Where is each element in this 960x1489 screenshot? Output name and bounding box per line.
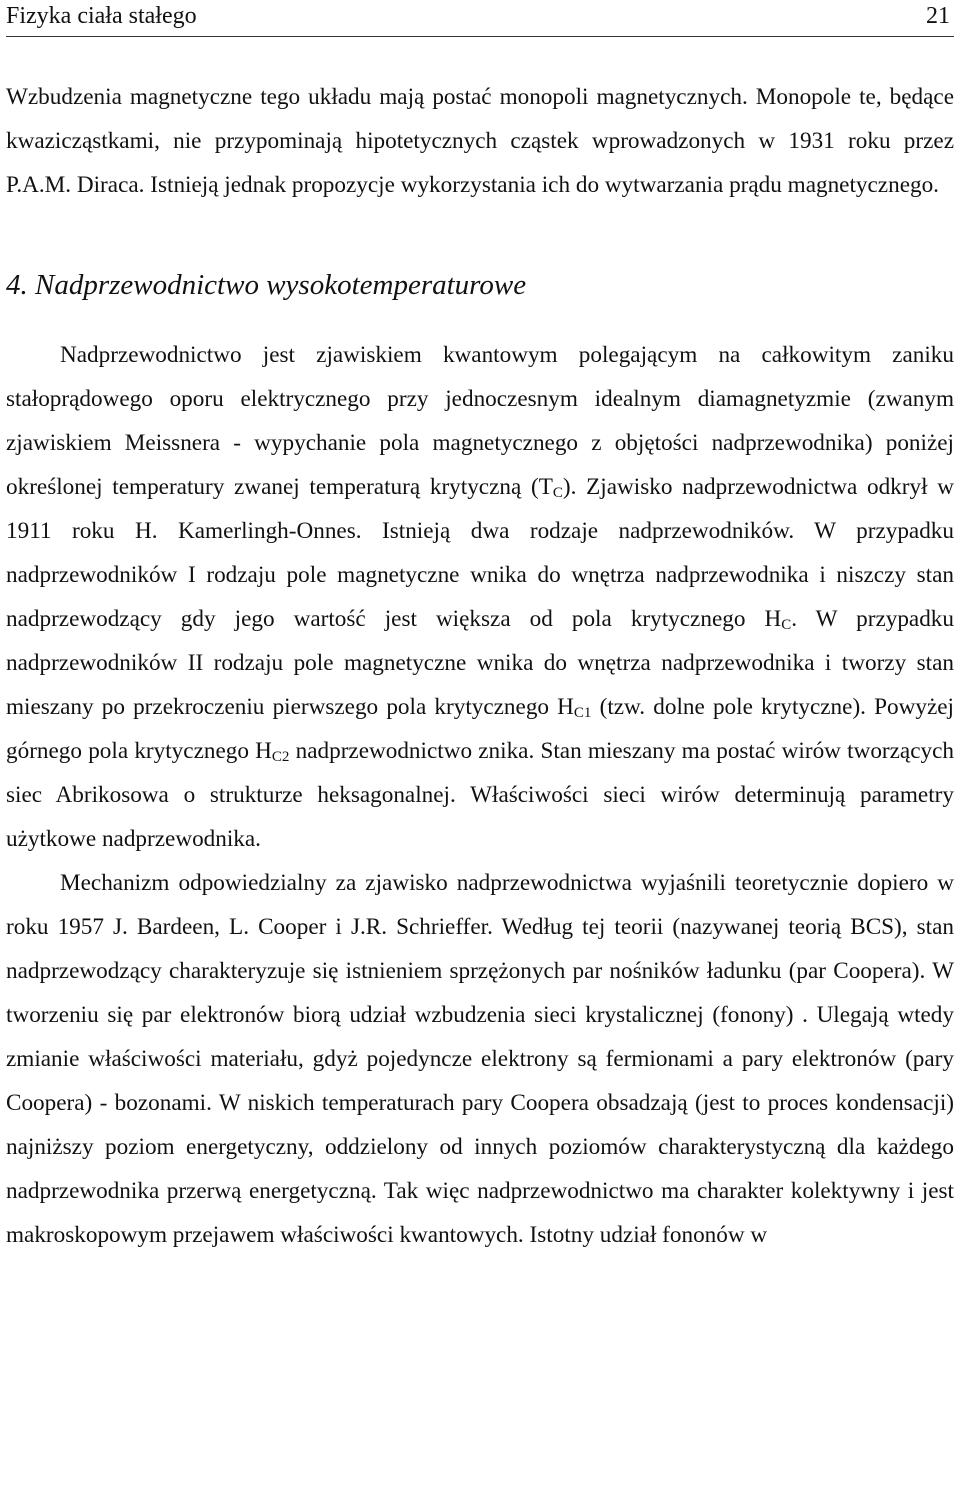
section-title: Nadprzewodnictwo wysokotemperaturowe [35, 269, 527, 301]
text-run: . W przypadku nadprzewodników II rodzaju pole magnetyczne wnika do wnętrza nadprzewodnika i tworzy stan mieszany po przekroczeniu pierwszego pola krytycznego H [6, 606, 954, 720]
header-title: Fizyka ciała stałego [6, 3, 197, 29]
subscript-hc2: C2 [271, 749, 290, 765]
subscript-hc: C [781, 617, 792, 633]
text-run: ). Zjawisko nadprzewodnictwa odkrył w 1911 roku H. Kamerlingh-Onnes. Istnieją dwa rodzaje nadprzewodników. W przypadku nadprzewodników I rodzaju pole magnetyczne wnika do wnętrza nadprzewodnika i niszczy stan nadprzewodzący gdy jego wartość jest większa od pola krytycznego H [6, 474, 954, 632]
section-heading [6, 257, 954, 313]
section-number: 4. [6, 269, 28, 301]
subscript-tc: C [552, 485, 563, 501]
text-run: (tzw. dolne pole krytyczne). Powyżej górnego pola krytycznego H [6, 694, 954, 764]
paragraph-superconductivity-definition [6, 333, 954, 861]
intro-paragraph: Wzbudzenia magnetyczne tego układu mają postać monopoli magnetycznych. Monopole te, będące kwazicząstkami, nie przypominają hipotetycznych cząstek wprowadzonych w 1931 roku przez P.A.M. Diraca. Istnieją jednak propozycje wykorzystania ich do wytwarzania prądu magnetycznego. [6, 84, 954, 198]
document-page [6, 0, 954, 1257]
page-number: 21 [926, 3, 950, 29]
text-run: nadprzewodnictwo znika. Stan mieszany ma postać wirów tworzących siec Abrikosowa o strukturze heksagonalnej. Właściwości sieci wirów determinują parametry użytkowe nadprzewodnika. [6, 738, 954, 852]
text-run: Nadprzewodnictwo jest zjawiskiem kwantowym polegającym na całkowitym zaniku stałoprądowego oporu elektrycznego przy jednoczesnym idealnym diamagnetyzmie (zwanym zjawiskiem Meissnera - wypychanie pola magnetycznego z objętości nadprzewodnika) poniżej określonej temperatury zwanej temperaturą krytyczną (T [6, 342, 954, 500]
running-header [6, 0, 954, 37]
subscript-hc1: C1 [573, 705, 592, 721]
paragraph-bcs-theory: Mechanizm odpowiedzialny za zjawisko nadprzewodnictwa wyjaśnili teoretycznie dopiero w roku 1957 J. Bardeen, L. Cooper i J.R. Schrieffer. Według tej teorii (nazywanej teorią BCS), stan nadprzewodzący charakteryzuje się istnieniem sprzężonych par nośników ładunku (par Coopera). W tworzeniu się par elektronów biorą udział wzbudzenia sieci krystalicznej (fonony) . Ulegają wtedy zmianie właściwości materiału, gdyż pojedyncze elektrony są fermionami a pary elektronów (pary Coopera) - bozonami. W niskich temperaturach pary Coopera obsadzają (jest to proces kondensacji) najniższy poziom energetyczny, oddzielony od innych poziomów charakterystyczną dla każdego nadprzewodnika przerwą energetyczną. Tak więc nadprzewodnictwo ma charakter kolektywny i jest makroskopowym przejawem właściwości kwantowych. Istotny udział fononów w [6, 870, 954, 1248]
